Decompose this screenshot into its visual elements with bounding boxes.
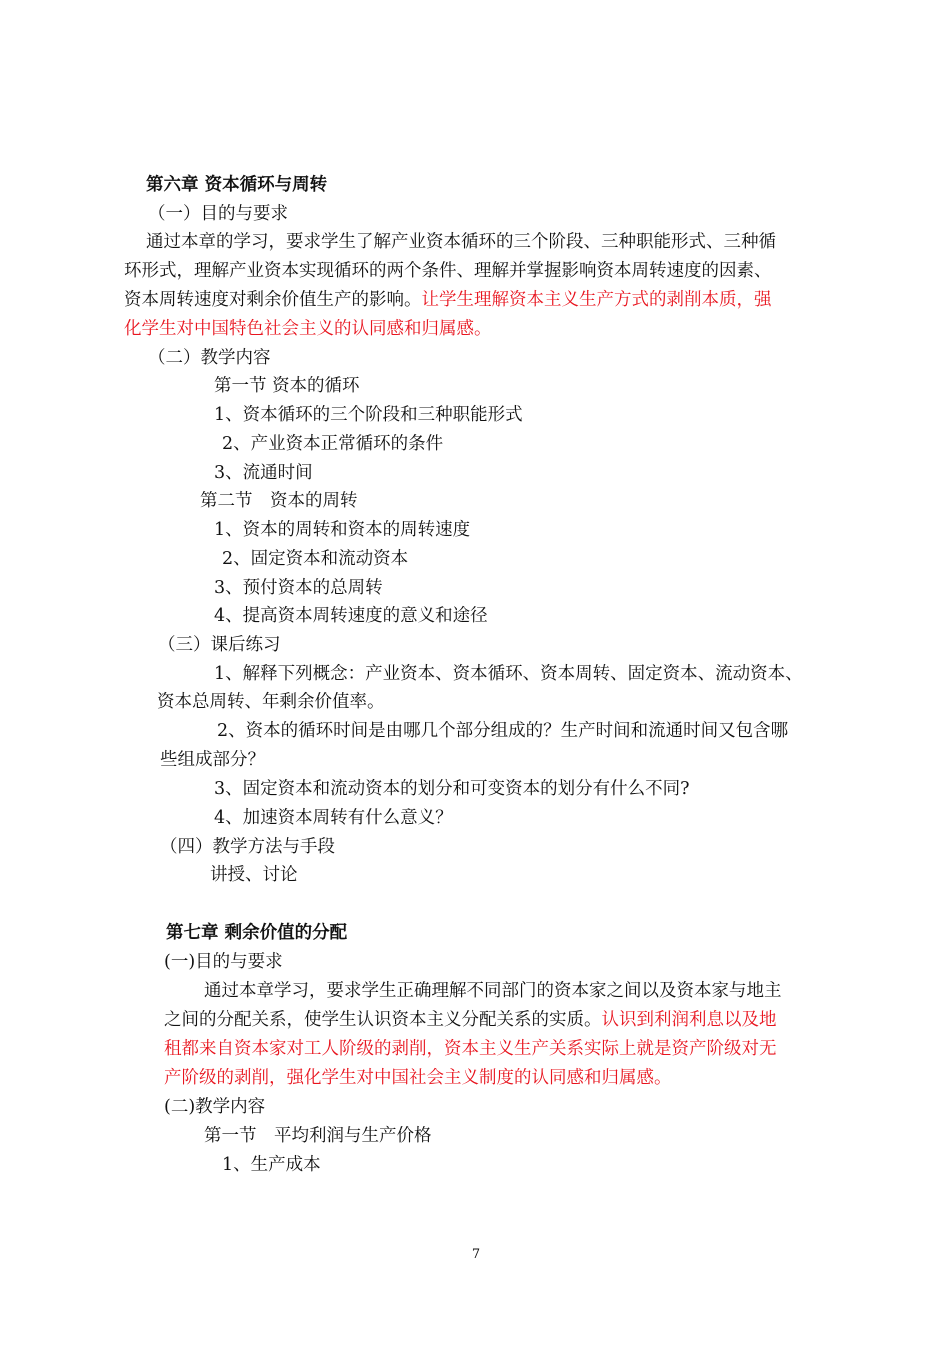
ch7-objectives-line-2-highlight: 认识到利润利息以及地 bbox=[601, 1010, 777, 1030]
ch6-section-2-item-2: 2、固定资本和流动资本 bbox=[222, 549, 409, 569]
ch6-objectives-line-3-plain: 资本周转速度对剩余价值生产的影响。 bbox=[124, 290, 422, 310]
ch6-section-content: （二）教学内容 bbox=[148, 348, 271, 368]
ch7-objectives-line-4-highlight: 产阶级的剥削，强化学生对中国社会主义制度的认同感和归属感。 bbox=[164, 1068, 672, 1088]
ch6-section-1-item-1: 1、资本循环的三个阶段和三种职能形式 bbox=[214, 405, 523, 425]
ch7-section-1-title: 第一节 平均利润与生产价格 bbox=[204, 1126, 432, 1146]
ch6-methods-text: 讲授、讨论 bbox=[210, 865, 298, 885]
ch7-objectives-line-2 bbox=[164, 1008, 777, 1032]
ch6-exercise-1-line-2: 资本总周转、年剩余价值率。 bbox=[157, 692, 385, 712]
ch7-objectives-line-2-plain: 之间的分配关系，使学生认识资本主义分配关系的实质。 bbox=[164, 1010, 602, 1030]
ch6-objectives-line-2: 环形式，理解产业资本实现循环的两个条件、理解并掌握影响资本周转速度的因素、 bbox=[124, 261, 772, 281]
ch6-section-1-item-2: 2、产业资本正常循环的条件 bbox=[222, 434, 444, 454]
ch6-objectives-line-1: 通过本章的学习，要求学生了解产业资本循环的三个阶段、三种职能形式、三种循 bbox=[146, 232, 776, 252]
ch6-objectives-line-3 bbox=[124, 288, 772, 312]
ch6-section-2-item-1: 1、资本的周转和资本的周转速度 bbox=[214, 520, 471, 540]
chapter-7-title: 第七章 剩余价值的分配 bbox=[166, 923, 348, 943]
ch6-objectives-line-3-highlight: 让学生理解资本主义生产方式的剥削本质，强 bbox=[421, 290, 772, 310]
ch7-section-objectives: (一)目的与要求 bbox=[164, 952, 283, 972]
ch6-section-methods: （四）教学方法与手段 bbox=[160, 837, 335, 857]
ch6-section-exercises: （三）课后练习 bbox=[158, 635, 281, 655]
ch7-section-content: (二)教学内容 bbox=[164, 1097, 266, 1117]
ch7-section-1-item-1: 1、生产成本 bbox=[222, 1155, 321, 1175]
ch6-objectives-line-4-highlight: 化学生对中国特色社会主义的认同感和归属感。 bbox=[124, 319, 492, 339]
chapter-6-title: 第六章 资本循环与周转 bbox=[146, 175, 328, 195]
ch6-exercise-2-line-1: 2、资本的循环时间是由哪几个部分组成的？生产时间和流通时间又包含哪 bbox=[217, 721, 789, 741]
ch7-objectives-line-3-highlight: 租都来自资本家对工人阶级的剥削，资本主义生产关系实际上就是资产阶级对无 bbox=[164, 1039, 777, 1059]
ch7-objectives-line-1: 通过本章学习，要求学生正确理解不同部门的资本家之间以及资本家与地主 bbox=[204, 981, 782, 1001]
ch6-section-objectives: （一）目的与要求 bbox=[148, 204, 288, 224]
ch6-exercise-1-line-1: 1、解释下列概念：产业资本、资本循环、资本周转、固定资本、流动资本、 bbox=[214, 664, 803, 684]
ch6-exercise-3: 3、固定资本和流动资本的划分和可变资本的划分有什么不同? bbox=[214, 779, 690, 799]
ch6-section-2-item-4: 4、提高资本周转速度的意义和途径 bbox=[214, 606, 488, 626]
page-number: 7 bbox=[471, 1247, 481, 1262]
ch6-section-1-title: 第一节 资本的循环 bbox=[214, 376, 360, 396]
ch6-section-2-title: 第二节 资本的周转 bbox=[200, 491, 358, 511]
ch6-section-2-item-3: 3、预付资本的总周转 bbox=[214, 578, 383, 598]
ch6-exercise-2-line-2: 些组成部分？ bbox=[160, 750, 265, 770]
ch6-section-1-item-3: 3、流通时间 bbox=[214, 463, 313, 483]
ch6-exercise-4: 4、加速资本周转有什么意义？ bbox=[214, 808, 453, 828]
